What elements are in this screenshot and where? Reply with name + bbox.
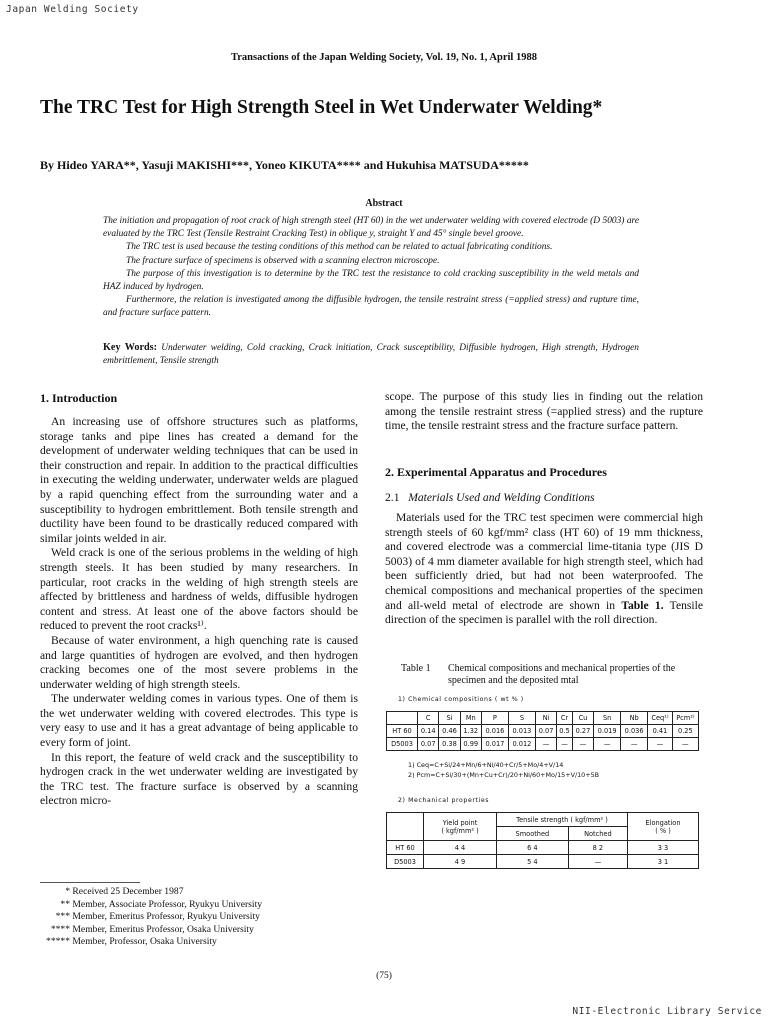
table-header-cell: Ni — [535, 712, 556, 725]
table-header-cell: C — [418, 712, 439, 725]
body-paragraph: scope. The purpose of this study lies in finding out the relation among the tensile restraint stress (=applied stress) and the rupture time, the tensile restraint stress and the fracture surface pattern. — [385, 390, 703, 433]
body-paragraph — [385, 511, 703, 628]
abstract-paragraph: The purpose of this investigation is to determine by the TRC test the resistance to cold cracking susceptibility in the weld metals and HAZ induced by hydrogen. — [103, 268, 639, 293]
ceq-formula: 1) Ceq=C+Si/24+Mn/6+Ni/40+Cr/5+Mo/4+V/14 — [408, 761, 564, 769]
footnote — [40, 936, 262, 949]
table-cell: 5 4 — [497, 855, 569, 869]
table-cell: — — [557, 738, 573, 751]
pcm-formula: 2) Pcm=C+Si/30+(Mn+Cu+Cr)/20+Ni/60+Mo/15+V/10+5B — [408, 771, 600, 779]
table-header-cell: Ceq¹⁾ — [648, 712, 673, 725]
table-cell: 0.14 — [418, 725, 439, 738]
table-row — [387, 725, 699, 738]
keywords — [103, 341, 639, 368]
table-header-cell: Nb — [621, 712, 648, 725]
table-cell: 0.013 — [508, 725, 535, 738]
footnote — [40, 924, 262, 937]
abstract-body — [103, 215, 639, 321]
mechanical-properties-table — [386, 812, 699, 869]
table-cell: D5003 — [387, 855, 424, 869]
mechanical-properties-title: 2) Mechanical properties — [398, 797, 490, 804]
keywords-value: Underwater welding, Cold cracking, Crack initiation, Crack susceptibility, Diffusible hydrogen, High strength, Hydrogen embrittlement, Tensile strength — [103, 343, 639, 367]
section-1-heading: 1. Introduction — [40, 391, 118, 405]
right-column-continuation — [385, 390, 703, 434]
table-cell: 0.019 — [594, 725, 621, 738]
table-cell: 0.99 — [460, 738, 481, 751]
table-header-row — [387, 712, 699, 725]
table-cell: 0.07 — [418, 738, 439, 751]
footnote — [40, 886, 262, 899]
abstract-paragraph: The initiation and propagation of root crack of high strength steel (HT 60) in the wet underwater welding with covered electrode (D 5003) are evaluated by the TRC Test (Tensile Restraint Cracking Test) in oblique y, straight Y and 45° single bevel groove. — [103, 216, 639, 240]
table-cell: 1.32 — [460, 725, 481, 738]
table-cell: 0.41 — [648, 725, 673, 738]
table-cell-empty — [387, 813, 424, 841]
body-paragraph: The underwater welding comes in various types. One of them is the wet underwater welding with covered electrodes. This type is very easy to use and it has a great advantage of being applicable to every form of joint. — [40, 692, 358, 750]
table-cell: 0.27 — [572, 725, 593, 738]
footnote-mark: **** — [50, 923, 70, 935]
table-cell: — — [648, 738, 673, 751]
chemical-compositions-table — [386, 711, 699, 751]
footnote-text: Received 25 December 1987 — [72, 886, 184, 897]
subsection-number: 2.1 — [385, 491, 400, 504]
body-paragraph: Weld crack is one of the serious problems in the welding of high strength steels. It has been studied by many researchers. In particular, root cracks in the welding of high strength steels are affected by brittleness and hardness of welds, diffusible hydrogen content and stress. At least one of the above factors should be reduced to prevent the root cracks¹⁾. — [40, 546, 358, 633]
table-cell: 0.5 — [557, 725, 573, 738]
footnote — [40, 899, 262, 912]
footnote-mark: ***** — [46, 936, 70, 948]
footnote-text: Member, Emeritus Professor, Ryukyu University — [72, 911, 260, 923]
table-caption-text: Chemical compositions and mechanical properties of the specimen and the deposited mtal — [448, 663, 676, 686]
table-header-yield: Yield point ( kgf/mm² ) — [424, 813, 497, 841]
table-cell: 8 2 — [568, 841, 627, 855]
body-paragraph: Because of water environment, a high quenching rate is caused and large quantities of hydrogen are evolved, and then hydrogen cracking becomes one of the most severe problems in the underwater welding of high strength steels. — [40, 633, 358, 691]
abstract-heading: Abstract — [365, 198, 403, 209]
keywords-label: Key Words: — [103, 342, 158, 353]
table-header-cell: S — [508, 712, 535, 725]
section-2-text — [385, 511, 703, 628]
page-number: (75) — [376, 971, 392, 981]
table-cell: 0.38 — [439, 738, 460, 751]
table-header-cell — [387, 712, 418, 725]
table-row — [387, 855, 699, 869]
abstract-paragraph: Furthermore, the relation is investigated among the diffusible hydrogen, the tensile restraint stress (=applied stress) and rupture time, and fracture surface pattern. — [103, 295, 639, 319]
section-2-heading: 2. Experimental Apparatus and Procedures — [385, 465, 607, 479]
table-cell: 4 4 — [424, 841, 497, 855]
table-1-caption — [401, 663, 701, 687]
journal-citation: Transactions of the Japan Welding Society, Vol. 19, No. 1, April 1988 — [231, 52, 537, 63]
table-cell: — — [568, 855, 627, 869]
materials-text-b: Tensile direction of the specimen is parallel with the roll direction. — [385, 598, 703, 627]
footnotes — [40, 886, 262, 949]
paper-title: The TRC Test for High Strength Steel in Wet Underwater Welding* — [40, 97, 603, 118]
table-header-elongation: Elongation ( % ) — [628, 813, 699, 841]
table-cell: HT 60 — [387, 725, 418, 738]
table-cell: 0.46 — [439, 725, 460, 738]
table-header-cell: Cu — [572, 712, 593, 725]
footnote-mark: * — [65, 886, 70, 897]
table-reference: Table 1. — [621, 598, 664, 612]
footnote-text: Member, Associate Professor, Ryukyu University — [72, 898, 263, 910]
table-header-cell: P — [481, 712, 508, 725]
table-cell: — — [672, 738, 698, 751]
table-cell: 0.012 — [508, 738, 535, 751]
table-cell: 3 3 — [628, 841, 699, 855]
table-header-cell: Cr — [557, 712, 573, 725]
footnote — [40, 911, 262, 924]
table-cell: 0.016 — [481, 725, 508, 738]
table-cell: D5003 — [387, 738, 418, 751]
footnote-mark: ** — [60, 898, 70, 910]
body-paragraph: In this report, the feature of weld crack and the susceptibility to hydrogen crack in the wet underwater welding are investigated by the TRC test. The fracture surface is observed by a scanning electron micro- — [40, 750, 358, 808]
table-header-cell: Si — [439, 712, 460, 725]
table-cell: 3 1 — [628, 855, 699, 869]
table-cell: 0.036 — [621, 725, 648, 738]
table-header-cell: Pcm²⁾ — [672, 712, 698, 725]
subsection-title: Materials Used and Welding Conditions — [408, 491, 595, 504]
table-header-cell: Sn — [594, 712, 621, 725]
table-cell: — — [621, 738, 648, 751]
abstract-paragraph: The TRC test is used because the testing conditions of this method can be related to actual fabricating conditions. — [126, 242, 553, 253]
table-row — [387, 841, 699, 855]
table-header-cell: Mn — [460, 712, 481, 725]
table-cell: 0.017 — [481, 738, 508, 751]
table-caption-label: Table 1 — [401, 663, 431, 674]
table-header-notched: Notched — [568, 827, 627, 841]
table-header-smoothed: Smoothed — [497, 827, 569, 841]
table-row — [387, 738, 699, 751]
table-cell: 6 4 — [497, 841, 569, 855]
table-cell: 4 9 — [424, 855, 497, 869]
footnote-rule — [40, 882, 140, 883]
footnote-mark: *** — [55, 911, 70, 923]
materials-text-a: Materials used for the TRC test specimen were commercial high strength steels of 60 kgf/mm² class (HT 60) of 19 mm thickness, and covered electrode was a commercial lime-titania type (JIS D 5003) of 4 mm diameter available for high strength steel, which had been sufficiently dried, but had not been waterproofed. The chemical compositions and mechanical properties of the specimen and all-weld metal of electrode are shown in — [385, 511, 703, 612]
table-cell: 0.25 — [672, 725, 698, 738]
subsection-2-1-heading — [385, 491, 595, 504]
table-header-tensile: Tensile strength ( kgf/mm² ) — [497, 813, 628, 827]
table-cell: — — [572, 738, 593, 751]
author-line: By Hideo YARA**, Yasuji MAKISHI***, Yoneo KIKUTA**** and Hukuhisa MATSUDA***** — [40, 158, 529, 172]
table-cell: HT 60 — [387, 841, 424, 855]
table-cell: — — [535, 738, 556, 751]
abstract-paragraph: The fracture surface of specimens is observed with a scanning electron microscope. — [126, 255, 440, 266]
footnote-text: Member, Professor, Osaka University — [72, 936, 217, 948]
left-column-text — [40, 415, 358, 809]
running-footer-right: NII-Electronic Library Service — [572, 1006, 762, 1017]
running-header-left: Japan Welding Society — [6, 4, 139, 15]
footnote-text: Member, Emeritus Professor, Osaka University — [72, 923, 254, 935]
formula-notes — [408, 760, 599, 780]
body-paragraph: An increasing use of offshore structures such as platforms, storage tanks and pipe lines has created a demand for the development of underwater welding techniques that can be used in their construction and repair. In addition to the practical difficulties in executing the welding underwater, underwater welds are plagued by a rapid quenching effect from the surrounding water and a susceptibility to hydrogen embrittlement. Both tensile strength and ductility have been found to be drastically reduced compared with similar joints welded in air. — [40, 415, 358, 545]
table-cell: 0.07 — [535, 725, 556, 738]
chemical-compositions-title: 1) Chemical compositions ( wt % ) — [398, 696, 524, 703]
table-cell: — — [594, 738, 621, 751]
